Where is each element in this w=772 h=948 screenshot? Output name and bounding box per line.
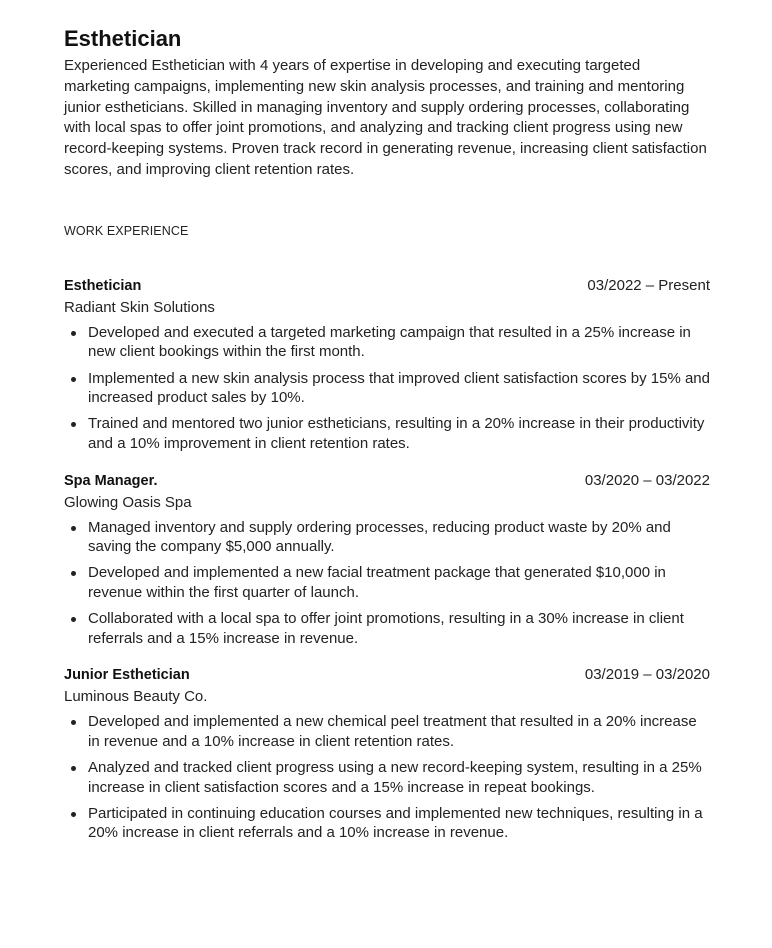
section-title-work-experience: WORK EXPERIENCE [64,223,189,238]
job-title: Spa Manager. [64,472,158,489]
job-dates: 03/2022 – Present [587,276,710,294]
job-bullet-list [64,518,710,649]
job-header [64,470,710,492]
company-name: Glowing Oasis Spa [64,493,192,511]
job-bullet: Trained and mentored two junior estheticians, resulting in a 20% increase in their productivity and a 10% improvement in client retention rates. [64,414,710,453]
job-header [64,275,710,297]
resume-name: Esthetician [64,26,182,51]
job-title: Junior Esthetician [64,667,190,684]
job-entry [64,275,710,454]
job-bullet: Implemented a new skin analysis process that improved client satisfaction scores by 15% and increased product sales by 10%. [64,369,710,408]
job-entry [64,664,710,843]
job-entry [64,470,710,649]
resume-page [64,24,710,850]
job-title: Esthetician [64,277,142,294]
professional-summary: Experienced Esthetician with 4 years of expertise in developing and executing targeted marketing campaigns, implementing new skin analysis processes, and training and mentoring junior estheticians. Skilled in managing inventory and supply ordering processes, collaborating with local spas to offer joint promotions, and analyzing and tracking client progress using new record-keeping systems. Proven track record in generating revenue, increasing client satisfaction scores, and improving client retention rates. [64,57,707,178]
job-bullet: Participated in continuing education courses and implemented new techniques, resulting in a 20% increase in client referrals and a 10% increase in revenue. [64,804,710,843]
job-bullet: Collaborated with a local spa to offer joint promotions, resulting in a 30% increase in client referrals and a 15% increase in revenue. [64,609,710,648]
job-bullet-list [64,712,710,843]
job-bullet: Analyzed and tracked client progress using a new record-keeping system, resulting in a 25% increase in client satisfaction scores and a 15% increase in repeat bookings. [64,758,710,797]
job-bullet-list [64,323,710,454]
job-dates: 03/2020 – 03/2022 [584,471,710,489]
job-header [64,664,710,686]
job-bullet: Developed and executed a targeted marketing campaign that resulted in a 25% increase in new client bookings within the first month. [64,323,710,362]
job-bullet: Developed and implemented a new facial treatment package that generated $10,000 in revenue within the first quarter of launch. [64,563,710,602]
company-name: Radiant Skin Solutions [64,298,215,316]
company-name: Luminous Beauty Co. [64,688,208,706]
job-bullet: Managed inventory and supply ordering processes, reducing product waste by 20% and saving the company $5,000 annually. [64,518,710,557]
job-dates: 03/2019 – 03/2020 [584,666,710,684]
job-bullet: Developed and implemented a new chemical peel treatment that resulted in a 20% increase in revenue and a 10% increase in client retention rates. [64,712,710,751]
